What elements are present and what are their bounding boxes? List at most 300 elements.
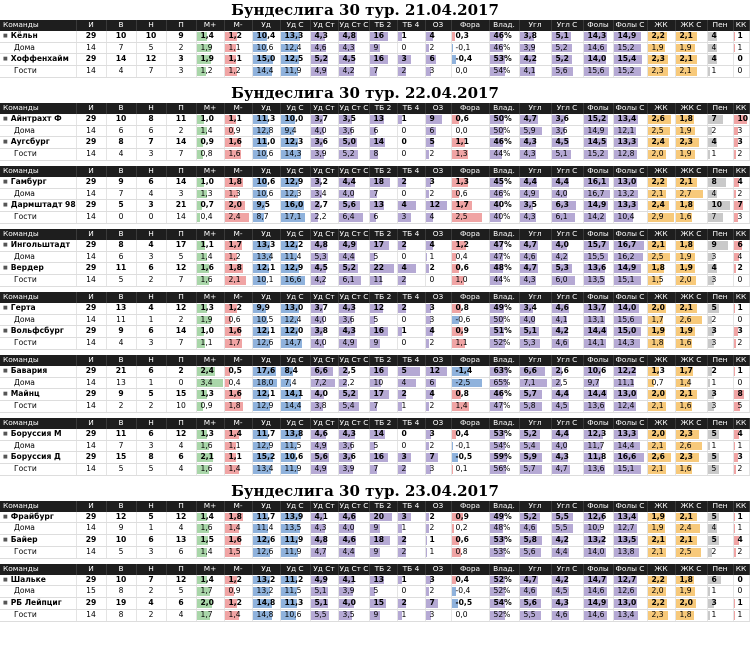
cell-v: 4 xyxy=(106,149,136,161)
cell-pen xyxy=(707,429,733,440)
cell-i: 14 xyxy=(76,338,106,350)
cell-value: 10,9 xyxy=(587,523,605,533)
cell-n: 4 xyxy=(136,188,166,200)
cell-pen xyxy=(707,240,733,251)
cell-ugl xyxy=(519,66,551,78)
cell-value: 1,2 xyxy=(228,66,241,76)
cell-ugl xyxy=(519,389,551,401)
header-oz: ОЗ xyxy=(425,564,451,575)
cell-p: 2 xyxy=(166,366,196,377)
cell-value: 2,3 xyxy=(679,428,693,438)
cell-oz xyxy=(425,314,451,326)
cell-value: 4,1 xyxy=(523,66,536,76)
cell-value: 0,8 xyxy=(455,302,469,312)
cell-foly-s xyxy=(613,523,647,535)
cell-value: 11,9 xyxy=(284,535,304,545)
header-foly-s: Фолы С xyxy=(613,564,647,575)
cell-value: 12,9 xyxy=(256,440,274,450)
cell-value: 12,8 xyxy=(617,149,635,159)
cell-value: 2,0 xyxy=(679,598,693,608)
cell-tb4 xyxy=(397,137,425,149)
cell-m-plus xyxy=(196,326,224,338)
header-zhk-s: ЖК С xyxy=(675,229,707,240)
cell-value: 2,1 xyxy=(651,188,664,198)
cell-n: 5 xyxy=(136,389,166,401)
cell-m-minus xyxy=(224,42,252,54)
cell-value: 2,4 xyxy=(228,212,241,222)
cell-m-minus xyxy=(224,314,252,326)
split-row xyxy=(0,149,749,161)
cell-value: 1,3 xyxy=(200,389,214,399)
cell-kk xyxy=(733,66,749,78)
cell-ud-st-s xyxy=(338,512,369,523)
cell-foly-s xyxy=(613,377,647,389)
cell-value: 12,3 xyxy=(284,188,302,198)
cell-value: 17 xyxy=(373,389,385,399)
cell-ud xyxy=(252,263,280,275)
cell-m-minus xyxy=(224,303,252,314)
cell-ugl xyxy=(519,523,551,535)
cell-value: 52% xyxy=(493,338,511,348)
cell-value: 3 xyxy=(401,452,407,462)
cell-value: 13,4 xyxy=(617,610,635,620)
cell-ud-st xyxy=(310,464,338,476)
cell-i: 29 xyxy=(76,575,106,586)
cell-value: 15,2 xyxy=(617,42,635,52)
cell-foly-s xyxy=(613,547,647,559)
cell-foly-s xyxy=(613,464,647,476)
cell-value: 14,3 xyxy=(284,149,302,159)
cell-i: 14 xyxy=(76,42,106,54)
cell-value: 4,2 xyxy=(555,326,569,336)
cell-value: 4,3 xyxy=(314,523,327,533)
cell-value: 3 xyxy=(711,326,717,336)
team-name: Дома xyxy=(0,251,76,263)
header-v: В xyxy=(106,166,136,177)
cell-foly xyxy=(583,586,613,598)
cell-value: 3 xyxy=(737,212,743,222)
cell-ud-st xyxy=(310,586,338,598)
cell-p: 12 xyxy=(166,263,196,275)
cell-value: -0,4 xyxy=(455,586,471,596)
match-block xyxy=(0,165,747,224)
cell-value: 4,2 xyxy=(555,574,569,584)
header-m-minus: М- xyxy=(224,166,252,177)
cell-value: 1,9 xyxy=(679,263,693,273)
cell-value: 5 xyxy=(711,511,717,521)
cell-zhk xyxy=(647,440,675,452)
cell-tb2 xyxy=(369,440,397,452)
cell-value: 4,4 xyxy=(555,547,568,557)
header-fora: Фора xyxy=(451,292,489,303)
cell-p: 9 xyxy=(166,31,196,42)
cell-zhk-s xyxy=(675,326,707,338)
cell-zhk xyxy=(647,54,675,66)
cell-value: 1,6 xyxy=(200,275,213,285)
header-foly: Фолы xyxy=(583,20,613,31)
cell-p: 4 xyxy=(166,523,196,535)
cell-p: 3 xyxy=(166,188,196,200)
cell-ugl-s xyxy=(551,263,583,275)
cell-ud-st-s xyxy=(338,401,369,413)
header-v: В xyxy=(106,229,136,240)
cell-value: 7 xyxy=(711,212,717,222)
table-header-row xyxy=(0,355,749,366)
team-row xyxy=(0,598,749,610)
header-fora: Фора xyxy=(451,418,489,429)
header-ud: Уд xyxy=(252,20,280,31)
cell-tb2 xyxy=(369,389,397,401)
cell-m-plus xyxy=(196,598,224,610)
header-tb4: ТБ 4 xyxy=(397,20,425,31)
cell-value: 5,2 xyxy=(555,42,568,52)
header-ud-st: Уд Ст xyxy=(310,20,338,31)
cell-p: 11 xyxy=(166,114,196,125)
cell-value: 13,5 xyxy=(284,523,302,533)
cell-value: 4,1 xyxy=(342,574,356,584)
cell-value: 7 xyxy=(429,598,435,608)
cell-value: 12,1 xyxy=(256,263,276,273)
header-m-minus: М- xyxy=(224,292,252,303)
header-p: П xyxy=(166,292,196,303)
cell-value: 5,6 xyxy=(342,200,356,210)
cell-m-minus xyxy=(224,212,252,224)
cell-tb2 xyxy=(369,314,397,326)
cell-pen xyxy=(707,523,733,535)
header-oz: ОЗ xyxy=(425,418,451,429)
cell-value: 2,1 xyxy=(679,302,693,312)
cell-ud xyxy=(252,377,280,389)
cell-value: 2 xyxy=(429,188,435,198)
cell-value: 1,4 xyxy=(228,523,241,533)
header-team: Команды xyxy=(0,103,76,114)
cell-value: 1,4 xyxy=(200,547,213,557)
cell-value: 5,9 xyxy=(523,125,536,135)
cell-fora xyxy=(451,429,489,440)
cell-oz xyxy=(425,240,451,251)
cell-value: 14,4 xyxy=(587,326,607,336)
cell-tb4 xyxy=(397,149,425,161)
cell-value: 11 xyxy=(373,275,384,285)
cell-value: 13,6 xyxy=(587,263,607,273)
cell-tb4 xyxy=(397,125,425,137)
cell-ud-s xyxy=(280,547,310,559)
cell-kk xyxy=(733,575,749,586)
cell-kk xyxy=(733,598,749,610)
cell-value: 0,7 xyxy=(200,200,214,210)
cell-m-minus xyxy=(224,389,252,401)
cell-value: 5,2 xyxy=(342,263,356,273)
cell-foly-s xyxy=(613,114,647,125)
cell-value: 11,7 xyxy=(587,440,605,450)
cell-value: 13,6 xyxy=(587,464,605,474)
cell-value: 1,0 xyxy=(455,275,468,285)
cell-value: 4,0 xyxy=(523,314,536,324)
cell-value: 3,8 xyxy=(314,401,327,411)
cell-ugl-s xyxy=(551,389,583,401)
cell-foly-s xyxy=(613,251,647,263)
cell-pen xyxy=(707,575,733,586)
header-zhk: ЖК xyxy=(647,166,675,177)
cell-ud-st xyxy=(310,598,338,610)
cell-ud-st xyxy=(310,610,338,622)
cell-tb4 xyxy=(397,366,425,377)
header-fora: Фора xyxy=(451,20,489,31)
cell-value: 12,5 xyxy=(284,54,304,64)
cell-ud xyxy=(252,464,280,476)
cell-value: 3 xyxy=(401,54,407,64)
cell-pen xyxy=(707,610,733,622)
table-header-row xyxy=(0,20,749,31)
cell-zhk-s xyxy=(675,389,707,401)
cell-foly xyxy=(583,338,613,350)
cell-fora xyxy=(451,31,489,42)
cell-ud-s xyxy=(280,575,310,586)
cell-pen xyxy=(707,464,733,476)
team-name: ■ Бавария xyxy=(0,366,76,377)
cell-vlad xyxy=(489,389,519,401)
cell-tb2 xyxy=(369,31,397,42)
cell-fora xyxy=(451,125,489,137)
cell-value: 11,9 xyxy=(284,464,302,474)
cell-value: 12,2 xyxy=(284,239,304,249)
cell-kk xyxy=(733,366,749,377)
cell-ud-s xyxy=(280,586,310,598)
cell-ugl-s xyxy=(551,440,583,452)
cell-value: 12,6 xyxy=(256,547,274,557)
cell-value: 1,6 xyxy=(228,137,242,147)
cell-m-plus xyxy=(196,610,224,622)
cell-m-minus xyxy=(224,200,252,212)
cell-p: 12 xyxy=(166,575,196,586)
cell-value: 4,7 xyxy=(314,547,327,557)
cell-value: 2,4 xyxy=(651,200,665,210)
cell-value: 5 xyxy=(711,302,717,312)
cell-m-plus xyxy=(196,66,224,78)
cell-value: 3 xyxy=(711,401,717,411)
cell-value: 2,1 xyxy=(651,547,664,557)
cell-value: 11,1 xyxy=(617,377,635,387)
header-i: И xyxy=(76,418,106,429)
cell-p: 2 xyxy=(166,314,196,326)
cell-value: 2,5 xyxy=(651,125,664,135)
header-ud: Уд xyxy=(252,501,280,512)
cell-value: 2,1 xyxy=(679,54,693,64)
cell-ud-s xyxy=(280,54,310,66)
cell-ud-st-s xyxy=(338,535,369,547)
cell-m-plus xyxy=(196,137,224,149)
cell-value: 0,6 xyxy=(228,314,241,324)
cell-vlad xyxy=(489,149,519,161)
cell-ugl xyxy=(519,251,551,263)
cell-value: 0,1 xyxy=(455,464,468,474)
cell-value: 8 xyxy=(711,176,717,186)
cell-foly xyxy=(583,251,613,263)
cell-value: 1,8 xyxy=(228,176,242,186)
cell-ugl xyxy=(519,586,551,598)
cell-value: 2,2 xyxy=(342,377,355,387)
header-p: П xyxy=(166,103,196,114)
cell-ugl-s xyxy=(551,275,583,287)
cell-oz xyxy=(425,377,451,389)
header-zhk-s: ЖК С xyxy=(675,166,707,177)
cell-n: 0 xyxy=(136,212,166,224)
cell-value: 2 xyxy=(401,66,407,76)
cell-value: 2 xyxy=(401,239,407,249)
header-m-plus: М+ xyxy=(196,355,224,366)
cell-value: 5,3 xyxy=(314,251,327,261)
cell-value: 2,2 xyxy=(314,212,327,222)
cell-value: 4 xyxy=(401,377,407,387)
team-row xyxy=(0,114,749,125)
cell-value: 3 xyxy=(737,137,743,147)
header-ugl-s: Угл С xyxy=(551,418,583,429)
cell-value: 14,0 xyxy=(587,547,605,557)
cell-value: 1,7 xyxy=(651,314,664,324)
cell-zhk-s xyxy=(675,575,707,586)
cell-m-plus xyxy=(196,389,224,401)
header-tb2: ТБ 2 xyxy=(369,103,397,114)
cell-ugl xyxy=(519,440,551,452)
cell-value: 52% xyxy=(493,574,512,584)
cell-i: 29 xyxy=(76,263,106,275)
header-team: Команды xyxy=(0,229,76,240)
cell-ud-s xyxy=(280,429,310,440)
cell-p: 13 xyxy=(166,535,196,547)
cell-value: 1,8 xyxy=(679,200,693,210)
cell-ud xyxy=(252,200,280,212)
cell-p: 4 xyxy=(166,440,196,452)
cell-ud xyxy=(252,240,280,251)
cell-i: 29 xyxy=(76,366,106,377)
cell-i: 14 xyxy=(76,610,106,622)
cell-oz xyxy=(425,275,451,287)
header-zhk: ЖК xyxy=(647,564,675,575)
match-stats-table xyxy=(0,229,750,287)
cell-foly xyxy=(583,464,613,476)
cell-m-minus xyxy=(224,464,252,476)
cell-value: 3 xyxy=(711,275,717,285)
cell-ud-st-s xyxy=(338,366,369,377)
cell-value: 3 xyxy=(711,598,717,608)
cell-tb2 xyxy=(369,275,397,287)
cell-value: 4,9 xyxy=(314,66,327,76)
cell-ud-st xyxy=(310,263,338,275)
cell-vlad xyxy=(489,251,519,263)
cell-kk xyxy=(733,401,749,413)
cell-zhk xyxy=(647,452,675,464)
cell-value: 12,7 xyxy=(617,574,637,584)
team-name: ■ Вольфсбург xyxy=(0,326,76,338)
cell-ud-st xyxy=(310,429,338,440)
cell-fora xyxy=(451,200,489,212)
cell-value: 2,1 xyxy=(679,30,693,40)
cell-ud xyxy=(252,575,280,586)
cell-m-plus xyxy=(196,31,224,42)
cell-fora xyxy=(451,440,489,452)
header-tb2: ТБ 2 xyxy=(369,501,397,512)
cell-value: 4,6 xyxy=(555,302,569,312)
cell-value: 4 xyxy=(711,523,717,533)
header-ugl-s: Угл С xyxy=(551,564,583,575)
cell-value: 4,9 xyxy=(523,188,536,198)
cell-oz xyxy=(425,389,451,401)
cell-value: 1,7 xyxy=(200,586,213,596)
cell-value: 50% xyxy=(493,125,511,135)
header-ugl-s: Угл С xyxy=(551,166,583,177)
team-name: Гости xyxy=(0,547,76,559)
cell-value: 6 xyxy=(429,377,435,387)
cell-vlad xyxy=(489,523,519,535)
cell-i: 14 xyxy=(76,66,106,78)
cell-v: 6 xyxy=(106,251,136,263)
header-p: П xyxy=(166,229,196,240)
cell-value: 2,1 xyxy=(679,176,693,186)
cell-ugl xyxy=(519,512,551,523)
cell-value: 13,5 xyxy=(587,275,605,285)
cell-tb2 xyxy=(369,586,397,598)
cell-value: 4,0 xyxy=(314,125,327,135)
cell-n: 5 xyxy=(136,512,166,523)
cell-value: 2 xyxy=(429,523,435,533)
cell-value: 40% xyxy=(493,212,511,222)
cell-value: 46% xyxy=(493,389,512,399)
cell-zhk xyxy=(647,137,675,149)
cell-value: -0,5 xyxy=(455,598,473,608)
cell-value: 15,4 xyxy=(617,54,637,64)
cell-value: 54% xyxy=(493,440,511,450)
cell-value: 2,0 xyxy=(651,586,664,596)
cell-value: 5,3 xyxy=(555,263,569,273)
cell-value: 5,1 xyxy=(555,30,569,40)
cell-value: 6 xyxy=(373,125,379,135)
cell-ugl xyxy=(519,401,551,413)
team-name: Дома xyxy=(0,586,76,598)
cell-p: 7 xyxy=(166,338,196,350)
cell-value: 1,6 xyxy=(200,464,213,474)
cell-m-plus xyxy=(196,188,224,200)
header-n: Н xyxy=(136,103,166,114)
header-ud: Уд xyxy=(252,229,280,240)
cell-pen xyxy=(707,366,733,377)
cell-value: 0,0 xyxy=(455,125,468,135)
cell-v: 0 xyxy=(106,212,136,224)
cell-i: 14 xyxy=(76,547,106,559)
cell-tb4 xyxy=(397,177,425,188)
cell-value: 46% xyxy=(493,188,511,198)
cell-zhk xyxy=(647,610,675,622)
cell-ud-st-s xyxy=(338,177,369,188)
cell-value: 13,4 xyxy=(256,464,274,474)
cell-value: 1,6 xyxy=(228,535,242,545)
header-zhk: ЖК xyxy=(647,418,675,429)
cell-value: 1 xyxy=(401,113,407,123)
header-i: И xyxy=(76,229,106,240)
cell-n: 4 xyxy=(136,303,166,314)
cell-value: 6,3 xyxy=(555,200,569,210)
cell-ud-s xyxy=(280,377,310,389)
table-header-row xyxy=(0,292,749,303)
cell-value: 4,0 xyxy=(555,440,568,450)
cell-pen xyxy=(707,547,733,559)
cell-fora xyxy=(451,149,489,161)
cell-value: 4 xyxy=(711,188,717,198)
cell-v: 6 xyxy=(106,125,136,137)
header-ud-s: Уд С xyxy=(280,292,310,303)
cell-ud-st xyxy=(310,314,338,326)
cell-ud-st-s xyxy=(338,200,369,212)
header-vlad: Влад. xyxy=(489,292,519,303)
